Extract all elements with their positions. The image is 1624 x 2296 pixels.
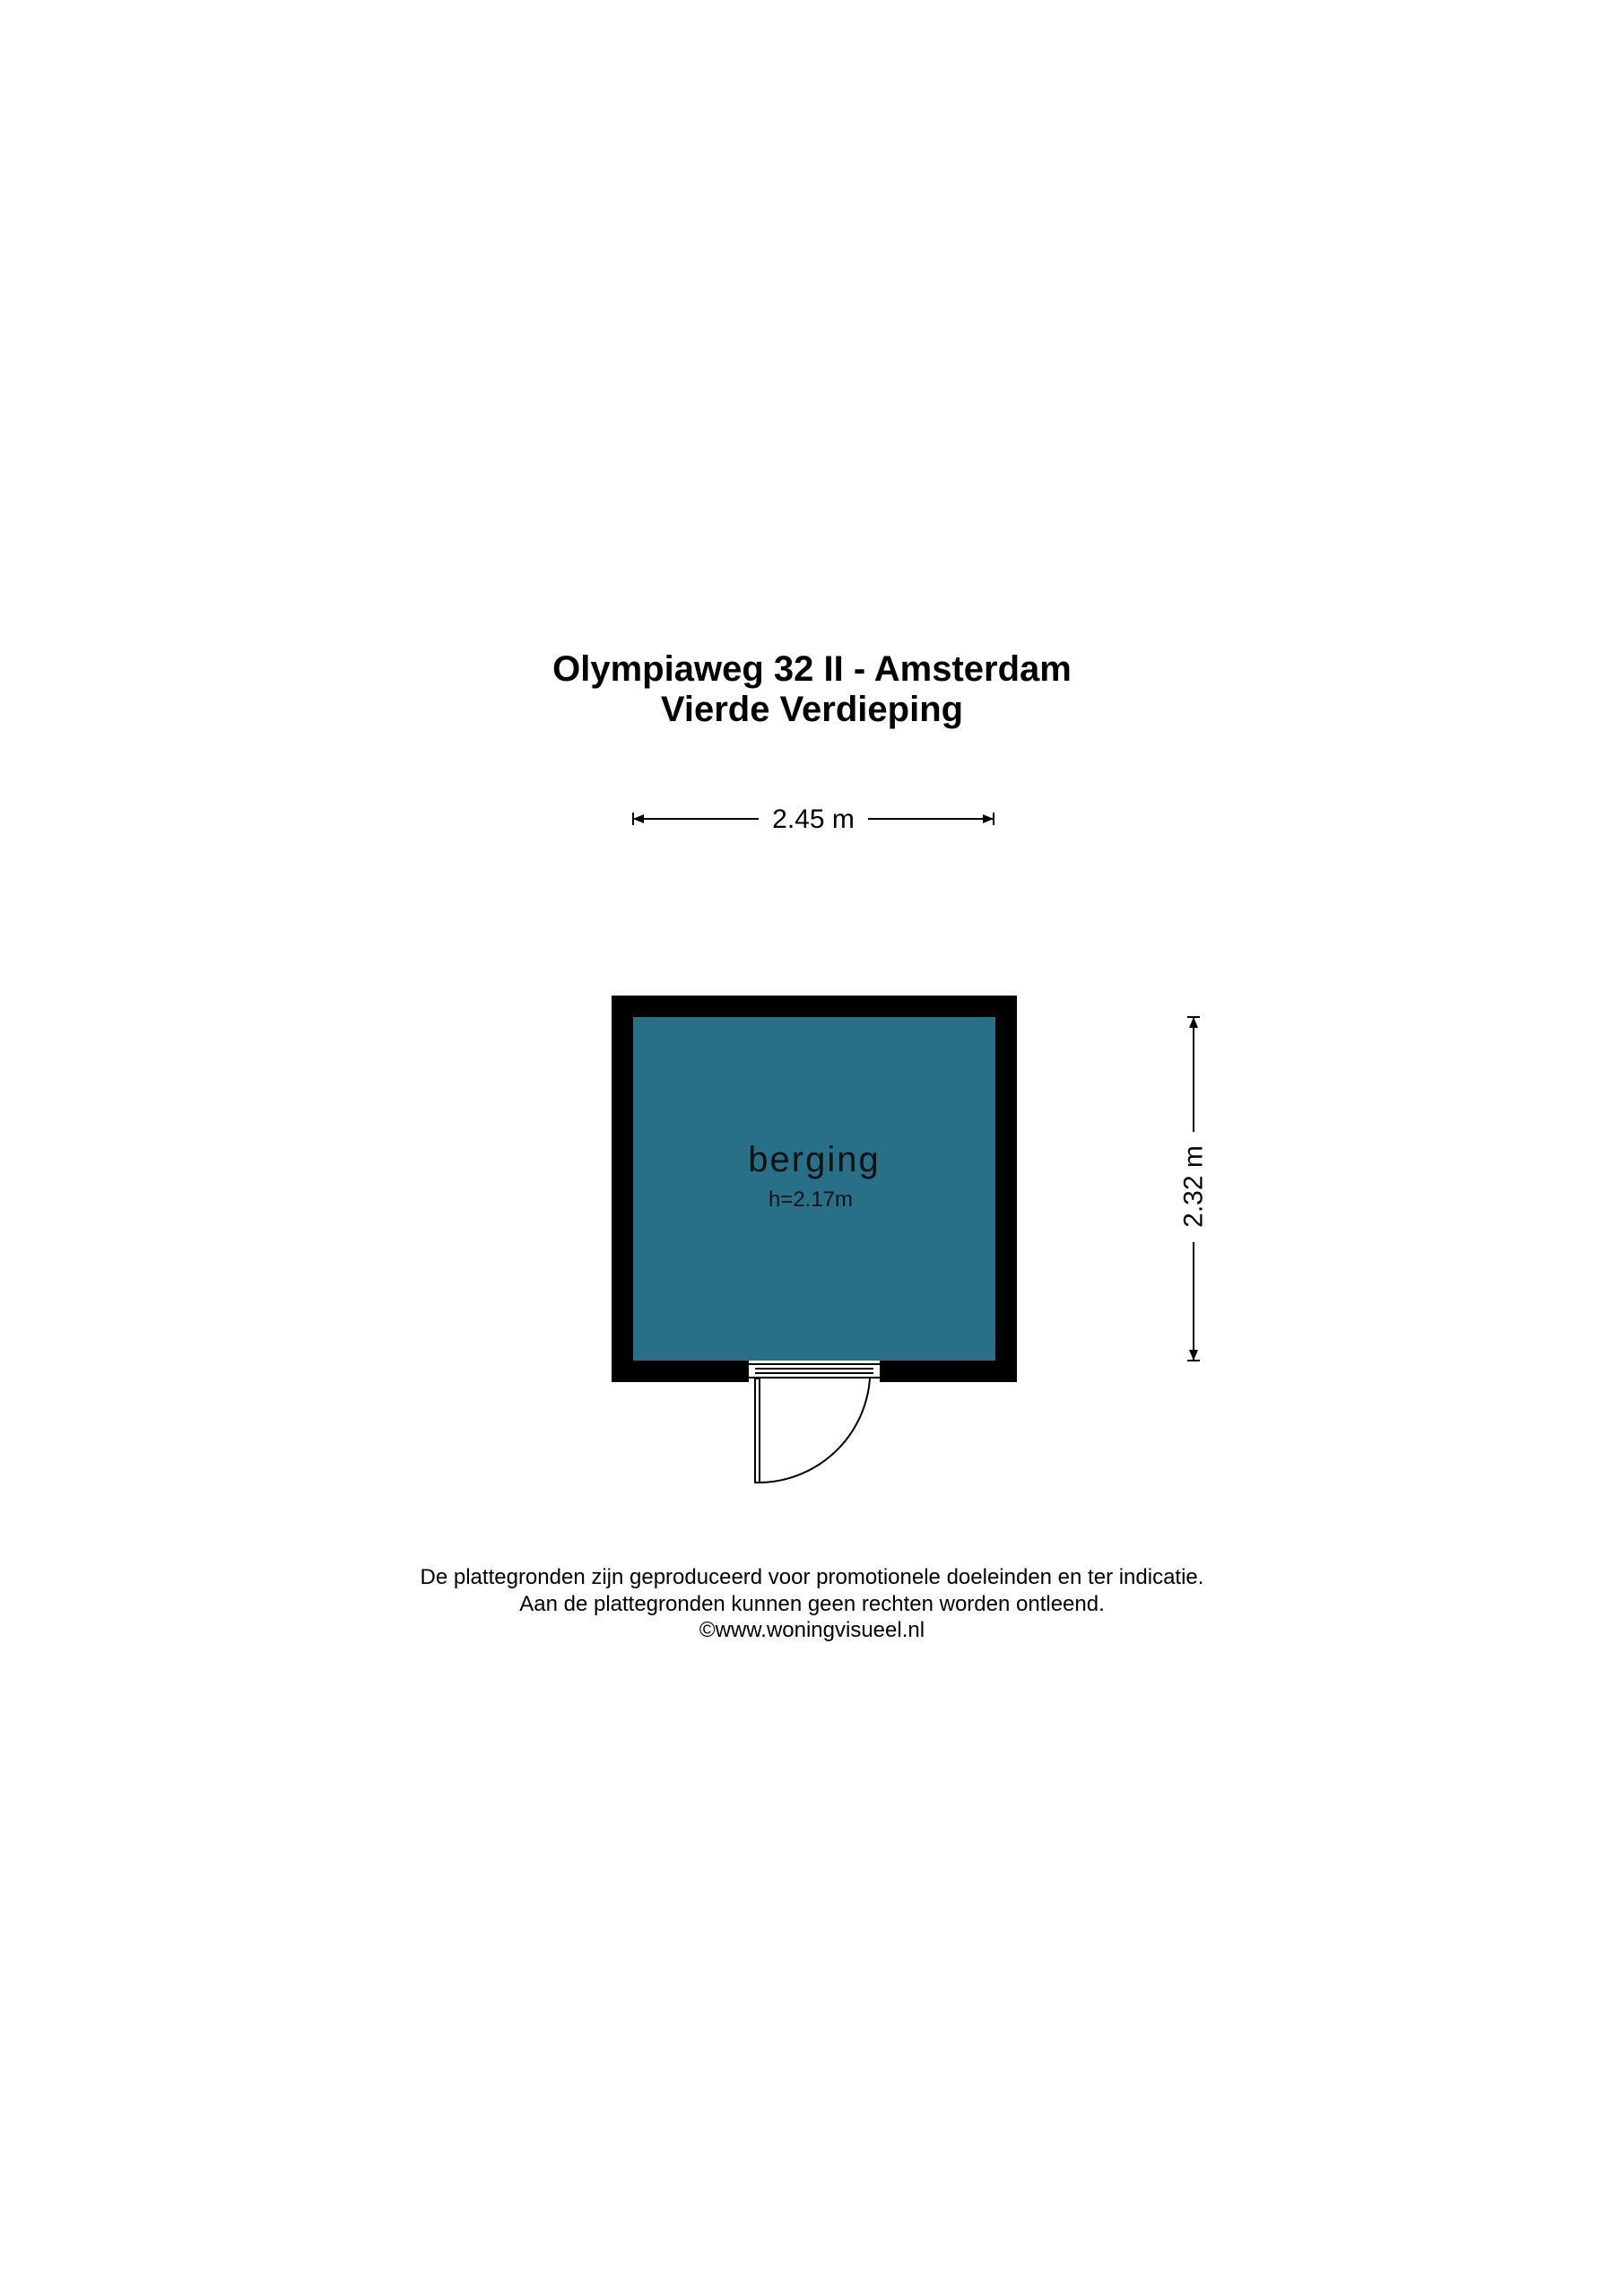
disclaimer-line: Aan de plattegronden kunnen geen rechten worden ontleend. [519, 1592, 1105, 1616]
plan-title-address: Olympiaweg 32 II - Amsterdam [552, 649, 1072, 689]
width-dimension [633, 804, 994, 834]
disclaimer-line: De plattegronden zijn geproduceerd voor promotionele doeleinden en ter indicatie. [420, 1565, 1204, 1589]
copyright-line: ©www.woningvisueel.nl [699, 1618, 925, 1642]
door-swing [755, 1378, 870, 1483]
room-height: h=2.17m [768, 1187, 854, 1212]
depth-dimension-label: 2.32 m [1178, 1145, 1209, 1228]
door-leaf [755, 1378, 760, 1483]
depth-dimension [1179, 1017, 1209, 1361]
door-swing-arc [758, 1378, 870, 1483]
plan-title-floor: Vierde Verdieping [660, 690, 964, 729]
room-name: berging [748, 1140, 881, 1179]
width-dimension-label: 2.45 m [772, 804, 855, 834]
